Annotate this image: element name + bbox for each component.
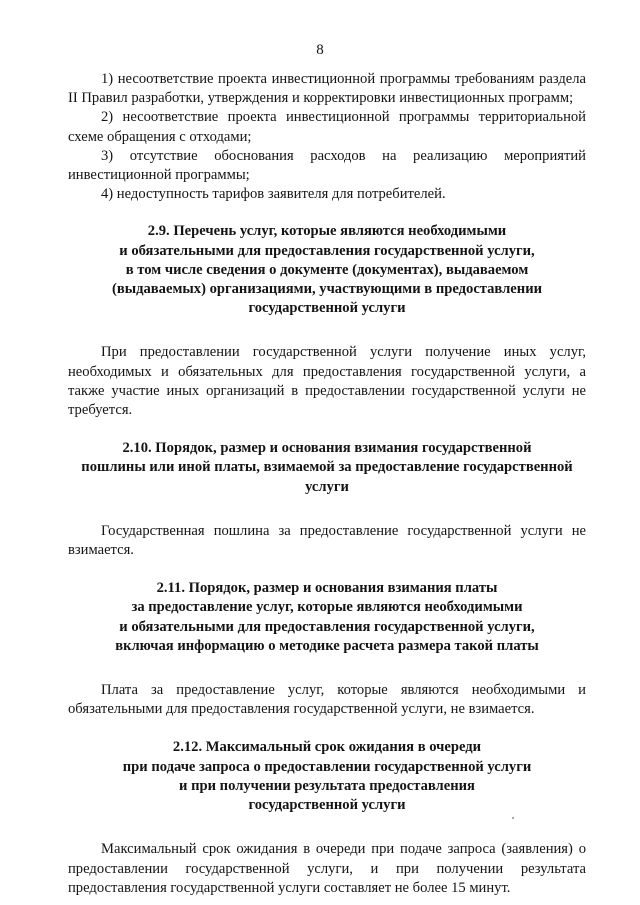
section-body-2-12: Максимальный срок ожидания в очереди при подаче запроса (заявления) о предоставлении государственной услуги, и при получении результата предоставления государственной услуги составляет не более 15 минут. — [68, 841, 586, 896]
section-body-2-9: При предоставлении государственной услуги получение иных услуг, необходимых и обязательных для предоставления государственной услуги, а также участие иных организаций в предоставлении государственной услуги не требуется. — [68, 344, 586, 419]
list-item: 4) недоступность тарифов заявителя для потребителей. — [101, 186, 446, 203]
heading-line: услуги — [305, 478, 349, 495]
scan-speck — [512, 817, 514, 819]
list-item: 1) несоответствие проекта инвестиционной программы требованиям раздела II Правил разработки, утверждения и корректировки инвестиционных программ; — [68, 71, 586, 107]
heading-line: и при получении результата предоставления — [179, 777, 475, 794]
list-item: 2) несоответствие проекта инвестиционной программы территориальной схеме обращения с отходами; — [68, 109, 586, 145]
section-heading-2-12 — [68, 738, 586, 815]
section-heading-2-10 — [68, 439, 586, 497]
section-heading-2-11 — [68, 579, 586, 656]
heading-line: государственной услуги — [248, 300, 406, 317]
heading-line: 2.10. Порядок, размер и основания взимания государственной — [122, 440, 532, 457]
heading-line: за предоставление услуг, которые являются необходимыми — [131, 599, 523, 616]
heading-line: государственной услуги — [248, 797, 406, 814]
section-body-2-11: Плата за предоставление услуг, которые являются необходимыми и обязательными для предоставления государственной услуги, не взимается. — [68, 682, 586, 718]
heading-line: и обязательными для предоставления государственной услуги, — [119, 242, 535, 259]
section-body-2-10: Государственная пошлина за предоставление государственной услуги не взимается. — [68, 522, 586, 559]
heading-line: (выдаваемых) организациями, участвующими в предоставлении — [111, 281, 543, 298]
page-number: 8 — [316, 42, 324, 58]
heading-line: в том числе сведения о документе (документах), выдаваемом — [125, 261, 529, 278]
heading-line: пошлины или иной платы, взимаемой за предоставление государственной — [81, 459, 573, 476]
document-body — [68, 70, 586, 898]
heading-line: и обязательными для предоставления государственной услуги, — [119, 618, 535, 635]
section-heading-2-9 — [68, 222, 586, 318]
list-item: 3) отсутствие обоснования расходов на реализацию мероприятий инвестиционной программы; — [68, 147, 586, 184]
heading-line: при подаче запроса о предоставлении государственной услуги — [122, 758, 532, 775]
heading-line: 2.12. Максимальный срок ожидания в очереди — [172, 739, 482, 756]
heading-line: включая информацию о методике расчета размера такой платы — [115, 637, 539, 654]
heading-line: 2.11. Порядок, размер и основания взимания платы — [156, 580, 498, 597]
heading-line: 2.9. Перечень услуг, которые являются необходимыми — [147, 223, 507, 240]
